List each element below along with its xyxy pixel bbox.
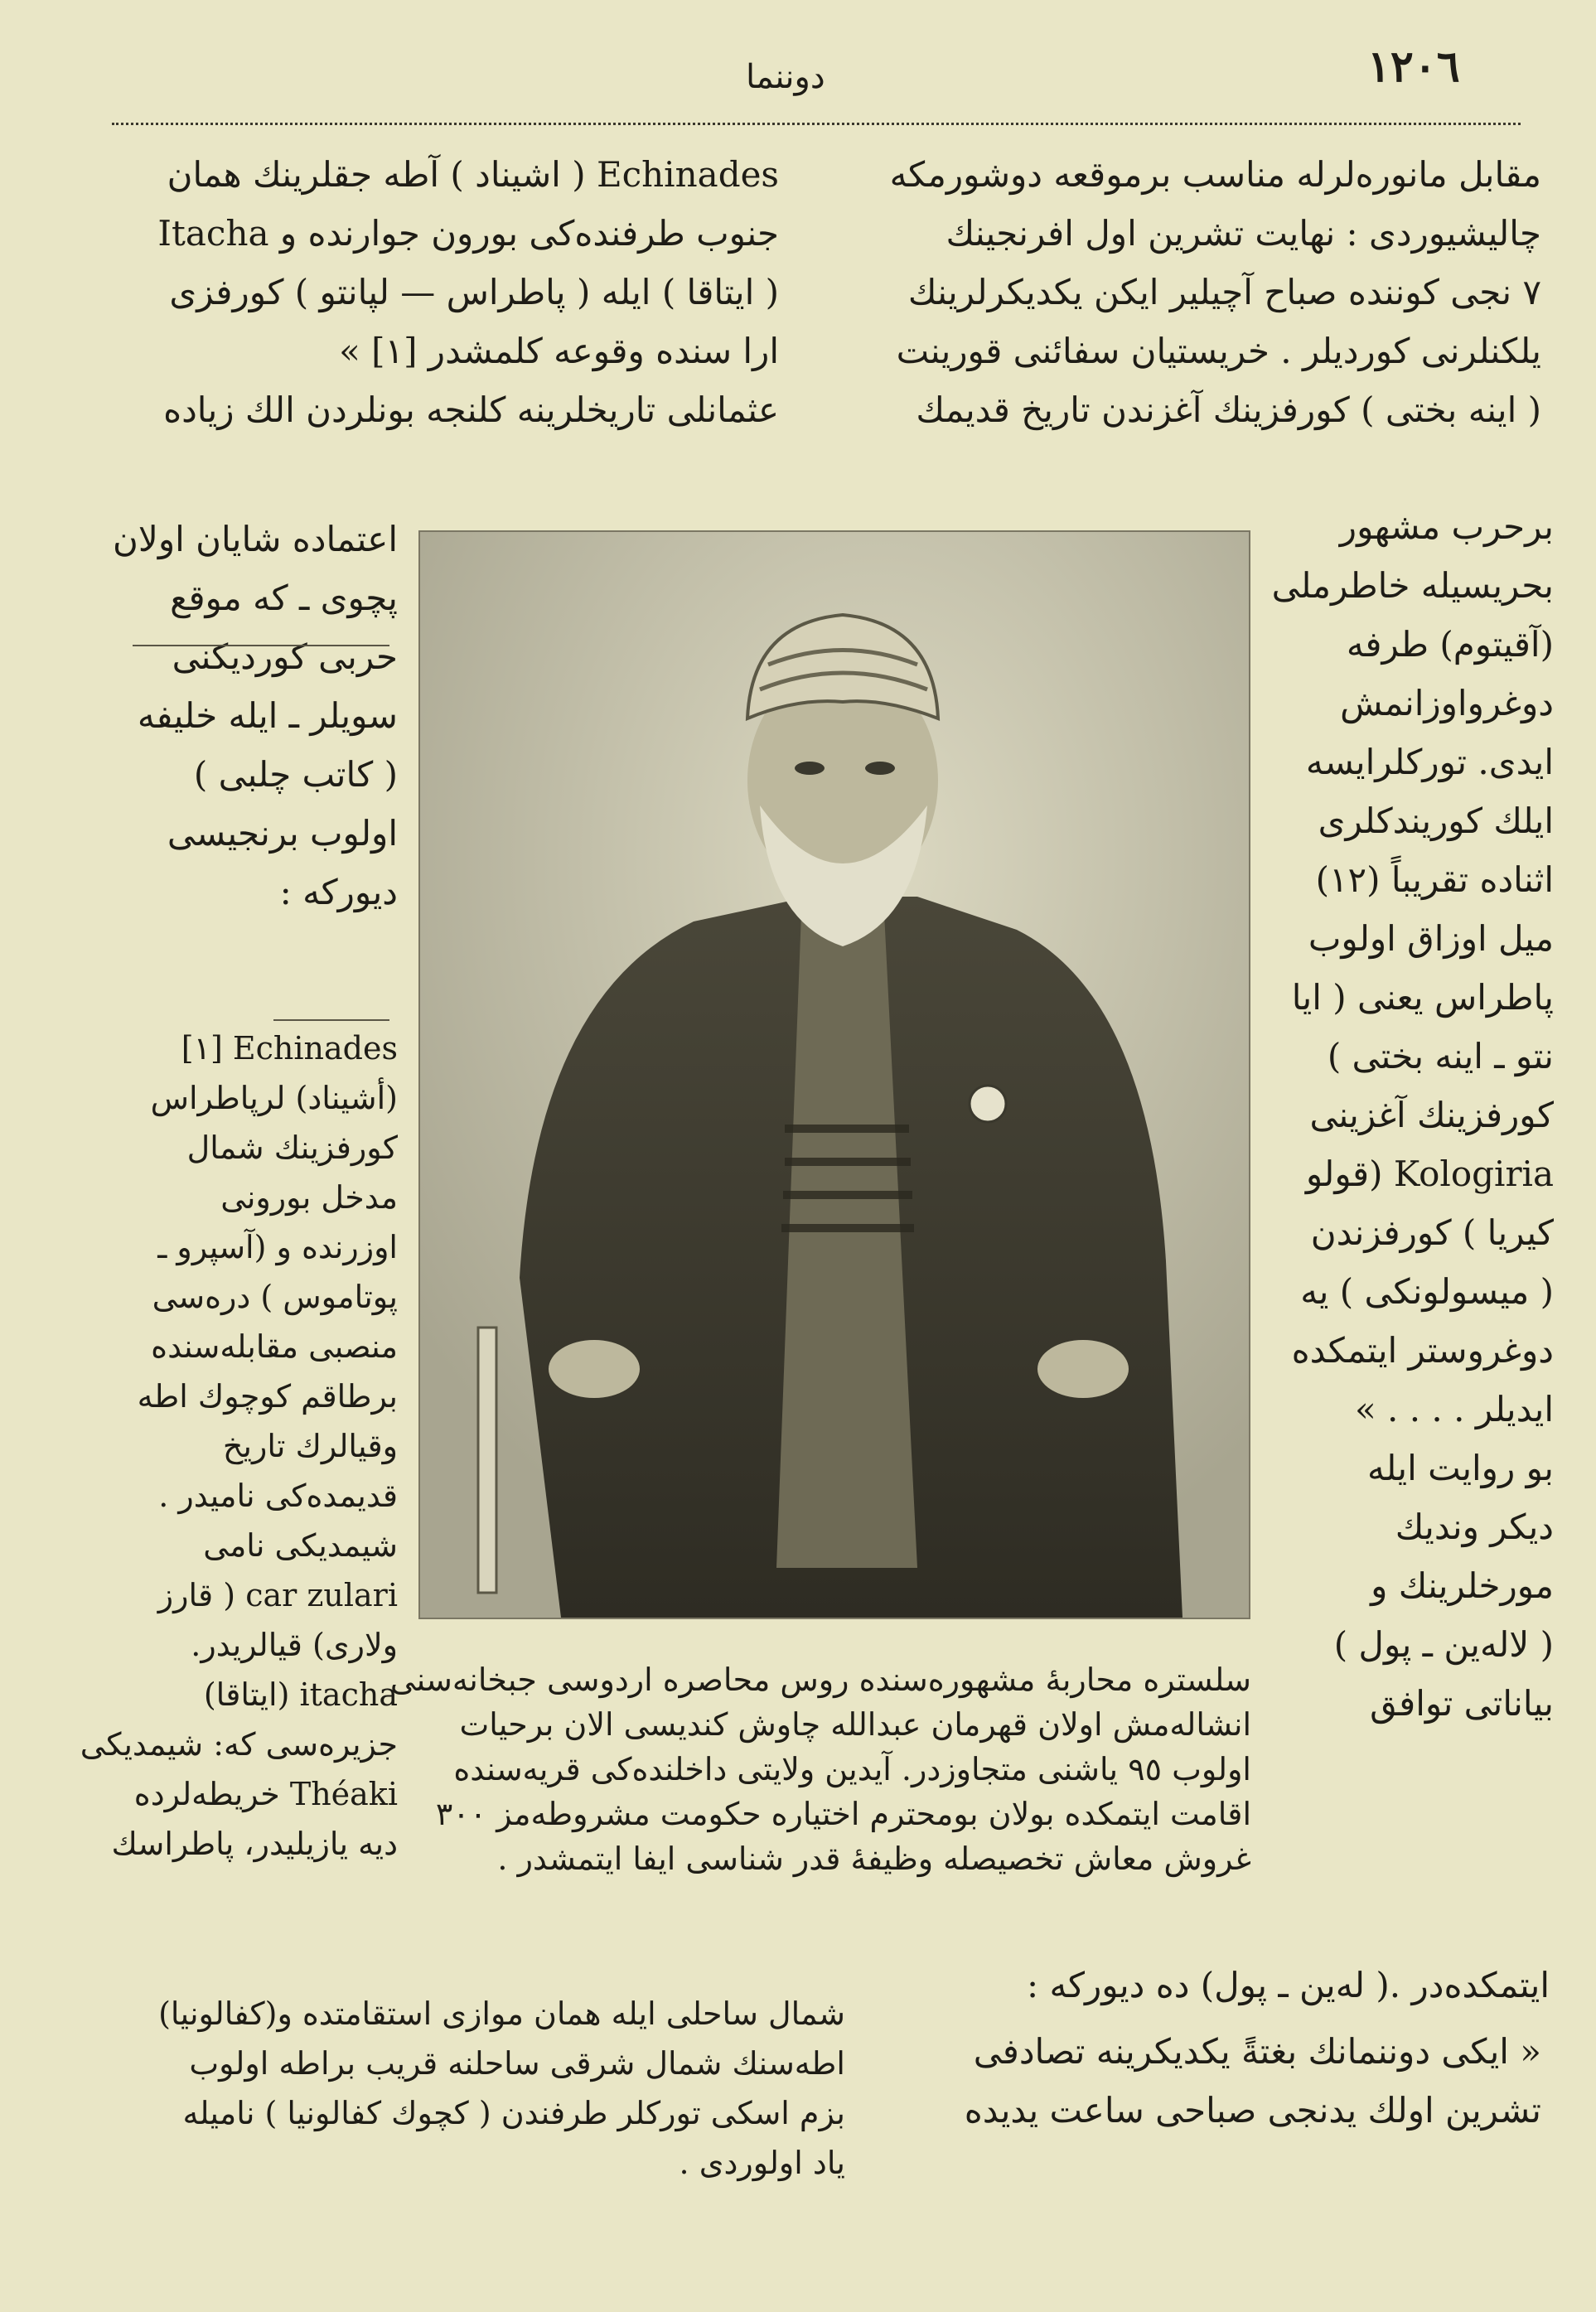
text-line: كورفزينك آغزينى — [1309, 1095, 1554, 1135]
footnote-column — [80, 1023, 398, 1869]
text-line: اعتماده شايان اولان — [113, 519, 398, 559]
running-title: دوننما — [746, 58, 825, 96]
footnote-line: ياد اولوردى . — [679, 2145, 845, 2181]
footnote-line: برطاقم كوچوك اطه — [137, 1378, 398, 1415]
text-line: دوغرواوزانمش — [1340, 683, 1554, 723]
text-line: چاليشيوردى : نهايت تشرين اول افرنجينك — [946, 213, 1541, 254]
portrait-illustration — [420, 532, 1249, 1618]
footnote-line: جزيره‌سى كه: شيمديكى — [80, 1726, 398, 1763]
text-line: ارا سنده وقوعه كلمشدر [١] » — [339, 331, 779, 371]
text-line: دوغروستر ايتمكده — [1291, 1330, 1554, 1371]
text-line: (آقيتوم) طرفه — [1346, 624, 1554, 665]
caption-line: اقامت ايتمكده بولان بومحترم اختياره حكومت مشروطه‌مز ٣٠٠ — [435, 1796, 1251, 1832]
right-top-column — [845, 145, 1541, 439]
footnote-line: مدخل بورونى — [220, 1179, 398, 1216]
caption-line: سلستره محاربهٔ مشهوره‌سنده روس محاصره اردوسى جبخانه‌سنى — [389, 1661, 1251, 1698]
caption-line: اولوب ٩٥ ياشنى متجاوزدر. آيدين ولايتى داخلنده‌كى قريه‌سنده — [453, 1751, 1251, 1787]
text-line: اثناده تقريباً (١٢) — [1315, 859, 1554, 900]
footnote-line: وقيالرك تاريخ — [222, 1428, 398, 1464]
text-line: عثمانلى تاريخلرينه كلنجه بونلردن الك زياده — [163, 389, 779, 430]
text-line: تشرين اولك يدنجى صباحى ساعت يديده — [964, 2090, 1541, 2131]
narrow-left-column — [113, 510, 398, 921]
footnote-line: قديمده‌كى ناميدر . — [158, 1478, 398, 1514]
header-dotted-rule — [112, 123, 1521, 125]
footnote-line: اوزرنده و (آسپرو ـ — [157, 1229, 398, 1265]
text-line: Kologiria (قولو — [1305, 1154, 1554, 1194]
text-line: يلكنلرنى كورديلر . خريستيان سفائنى قورينت — [896, 331, 1541, 371]
text-line: برحرب مشهور — [1339, 506, 1554, 547]
text-line: جنوب طرفنده‌كى بورون جوارنده و Itacha — [157, 213, 779, 254]
caption-line: غروش معاش تخصيصله وظيفهٔ قدر شناسى ايفا ايتمشدر . — [497, 1840, 1251, 1877]
footnote-line: ولارى) قيالريدر. — [191, 1627, 398, 1663]
text-line: ايتمكده‌در .( له‌ين ـ پول) ده ديوركه : — [1026, 1965, 1550, 2005]
text-line: ٧ نجى كوننده صباح آچيلير ايكن يكديكرلرينك — [907, 272, 1541, 312]
footnote-line: شيمديكى نامى — [203, 1527, 398, 1564]
text-line: ( ميسولونكى ) يه — [1300, 1271, 1554, 1312]
footnote-line: (أشيناد) لرپاطراس — [150, 1080, 398, 1116]
caption-line: انشاله‌مش اولان قهرمان عبدالله چاوش كنديسى الان برحيات — [459, 1706, 1251, 1743]
footnote-line: بزم اسكى توركلر طرفندن ( كچوك كفالونيا ) ناميله — [182, 2095, 845, 2131]
text-line: پچوى ـ كه موقع — [170, 578, 398, 618]
text-line: كيريا ) كورفزندن — [1310, 1212, 1554, 1253]
page-number: ١٢٠٦ — [1367, 41, 1460, 92]
footnote-line: منصبى مقابله‌سنده — [151, 1328, 398, 1365]
footnote-line: كورفزينك شمال — [186, 1129, 398, 1166]
text-line: بحريسيله خاطرملى — [1271, 565, 1554, 606]
footnote-line: اطه‌سنك شمال شرقى ساحلنه قريب براطه اولوب — [189, 2045, 845, 2082]
footnote-line: شمال ساحلى ايله همان موازى استقامتده و(كفالونيا) — [158, 1995, 845, 2032]
text-line: ايديلر . . . . » — [1354, 1389, 1554, 1429]
footnote-continuation — [116, 1989, 845, 2188]
bottom-right-text — [895, 2022, 1541, 2140]
text-line: مورخلرينك و — [1371, 1565, 1554, 1606]
text-line: ايلك كوريندكلرى — [1318, 800, 1554, 841]
portrait-photo — [418, 530, 1250, 1619]
text-line: ديكر ونديك — [1395, 1507, 1554, 1547]
text-line: حربى كورديكنى — [172, 636, 398, 677]
text-line: ديوركه : — [279, 872, 398, 912]
text-line: اولوب برنجيسى — [167, 813, 398, 854]
footnote-line: itacha (ايتاقا) — [203, 1676, 398, 1713]
narrow-right-column — [1255, 497, 1554, 1733]
text-line: ( اينه بختى ) كورفزينك آغزندن تاريخ قديمك — [916, 389, 1541, 430]
text-line: مقابل مانوره‌لرله مناسب برموقعه دوشورمكه — [889, 154, 1541, 195]
text-line: ( ايتاقا ) ايله ( پاطراس — لپانتو ) كورفزى — [169, 272, 779, 312]
footnote-line: ديه يازيليدر، پاطراسك — [111, 1826, 398, 1862]
text-line: ( كاتب چلبى ) — [193, 754, 398, 795]
footnote-line: car zulari ( قارز — [157, 1577, 398, 1613]
text-line: بو روايت ايله — [1366, 1448, 1554, 1488]
text-line: پاطراس يعنى ( ايا — [1291, 977, 1554, 1018]
column-separator — [133, 645, 389, 646]
text-line: سويلر ـ ايله خليفه — [137, 695, 398, 736]
footnote-line: Echinades [١] — [181, 1030, 398, 1067]
footnote-line: Théaki خريطه‌لرده — [133, 1776, 398, 1812]
text-line: ( لاله‌ين ـ پول ) — [1333, 1624, 1554, 1665]
text-line: « ايكى دوننمانك بغتةً يكديكرينه تصادفى — [973, 2031, 1541, 2072]
text-line: Echinades ( اشيناد ) آطه جقلرينك همان — [167, 154, 779, 195]
right-column-last-line — [912, 1956, 1550, 2015]
text-line: بياناتى توافق — [1370, 1683, 1554, 1724]
footnote-line: پوتاموس ) دره‌سى — [152, 1279, 398, 1315]
text-line: ميل اوزاق اولوب — [1308, 918, 1554, 959]
text-line: ايدى. توركلرايسه — [1305, 742, 1554, 782]
footnote-separator — [273, 1019, 389, 1021]
text-line: نتو ـ اينه بختى ) — [1327, 1036, 1554, 1076]
photo-caption — [389, 1657, 1251, 1881]
left-top-column — [116, 145, 779, 439]
